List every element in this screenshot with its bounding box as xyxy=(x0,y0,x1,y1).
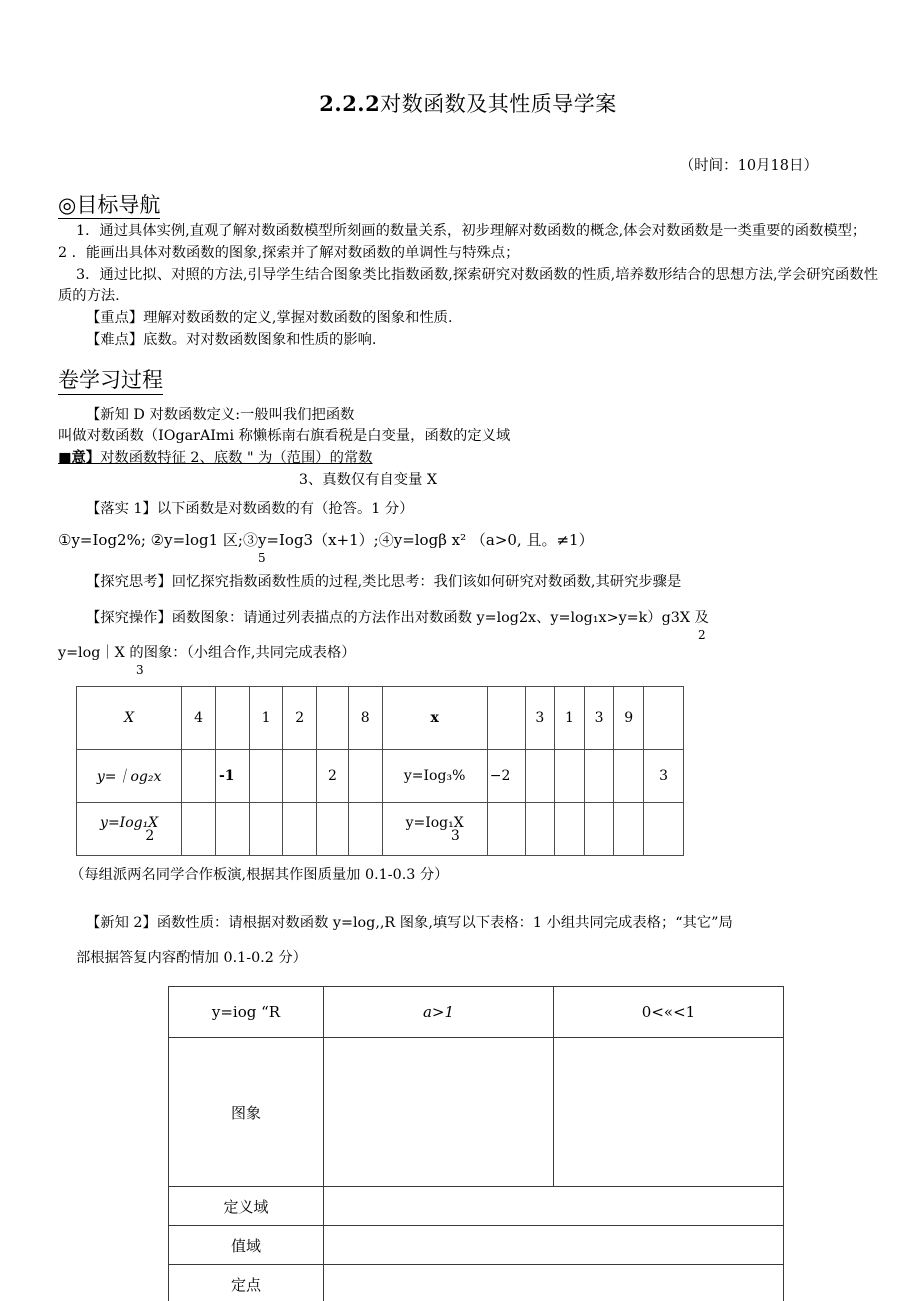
row-label-loghalf xyxy=(77,803,182,856)
cell[interactable]: 2 xyxy=(317,750,349,803)
practice-1-options xyxy=(58,529,878,552)
row-label-log3-mid: y=Iog₃% xyxy=(382,750,487,803)
goals-heading-wrap xyxy=(58,185,878,221)
cell[interactable] xyxy=(584,750,614,803)
properties-header-agt1: a>1 xyxy=(324,987,554,1038)
values-table xyxy=(76,686,684,856)
cell[interactable] xyxy=(283,803,317,856)
table-row xyxy=(77,750,684,803)
cell[interactable] xyxy=(182,750,216,803)
new-knowledge-1-line-2: 叫做对数函数（IOgarAImi 称懒栎南右旗看税是白变量，函数的定义域 xyxy=(58,428,511,445)
explore-operate-text-1: 函数图象：请通过列表描点的方法作出对数函数 y=log2x、y=log₁x>y=k）g3X 及 xyxy=(171,609,709,626)
row-label-logthird-mid xyxy=(382,803,487,856)
explore-operate-line-2-subscript: 3 xyxy=(136,663,144,678)
cell[interactable] xyxy=(215,687,249,750)
board-note: （每组派两名同学合作板演,根据其作图质量加 0.1-0.3 分） xyxy=(70,867,449,884)
table-row xyxy=(169,1226,784,1265)
goal-item-3: 3．通过比拟、对照的方法,引导学生结合图象类比指数函数,探索研究对数函数的性质,培养数形结合的思想方法,学会研究函数性质的方法. xyxy=(58,266,878,305)
row-label-loghalf-sub: 2 xyxy=(145,828,155,845)
row-label-logthird-sub: 3 xyxy=(450,828,460,845)
practice-1-text: 以下函数是对数函数的有（抢答。1 分） xyxy=(156,501,414,518)
properties-row-label-range: 值域 xyxy=(169,1226,324,1265)
properties-row-label-fixedpoint: 定点 xyxy=(169,1265,324,1301)
goals-heading: ◎目标导航 xyxy=(58,193,160,219)
practice-1-options-text: ①y=Iog2%; ②y=log1 区;③y=Iog3（x+1）;④y=logβ x² （a>0, 且。≠1） xyxy=(58,531,594,550)
cell[interactable] xyxy=(644,803,684,856)
properties-row-label-domain: 定义域 xyxy=(169,1187,324,1226)
cell[interactable]: 3 xyxy=(525,687,555,750)
cell[interactable]: -1 xyxy=(215,750,249,803)
cell[interactable] xyxy=(525,803,555,856)
practice-1-option-subscript: 5 xyxy=(258,550,266,565)
explore-operate-superscript: 2 xyxy=(698,628,706,643)
table-row xyxy=(77,687,684,750)
new-knowledge-1-note-label: ■意】 xyxy=(58,450,101,467)
cell[interactable] xyxy=(348,750,382,803)
cell[interactable] xyxy=(555,750,585,803)
cell[interactable]: 1 xyxy=(555,687,585,750)
title-number: 2.2.2 xyxy=(319,91,381,116)
row-label-logthird-text: y=Iog₁X xyxy=(405,815,464,832)
new-knowledge-1-line-4: 3、真数仅有自变量 X xyxy=(298,471,438,488)
cell[interactable] xyxy=(487,687,525,750)
cell[interactable] xyxy=(584,803,614,856)
cell[interactable] xyxy=(317,687,349,750)
properties-header-alt1: 0<«<1 xyxy=(554,987,784,1038)
properties-row-label-graph: 图象 xyxy=(169,1038,324,1187)
cell[interactable]: 1 xyxy=(249,687,283,750)
explore-think-text: 回忆探究指数函数性质的过程,类比思考：我们该如何研究对数函数,其研究步骤是 xyxy=(171,573,682,590)
new-knowledge-1-line-3 xyxy=(58,448,878,470)
cell[interactable] xyxy=(644,687,684,750)
explore-operate-line-2: y=log｜X 的图象：（小组合作,共同完成表格） xyxy=(58,644,356,661)
properties-cell-range[interactable] xyxy=(324,1226,784,1265)
page-title xyxy=(58,88,878,118)
page-content xyxy=(58,0,878,1301)
explore-operate-label: 【探究操作】 xyxy=(86,609,172,626)
cell[interactable] xyxy=(614,803,644,856)
explore-operate-line-1 xyxy=(58,608,878,630)
cell[interactable] xyxy=(215,803,249,856)
date-line: （时间：10月18日） xyxy=(679,158,818,174)
cell[interactable] xyxy=(555,803,585,856)
process-heading: 卷学习过程 xyxy=(58,368,163,394)
key-point: 【重点】理解对数函数的定义,掌握对数函数的图象和性质. xyxy=(86,310,453,327)
properties-header-function: y=iog “R xyxy=(169,987,324,1038)
properties-cell-graph-alt1[interactable] xyxy=(554,1038,784,1187)
table-row xyxy=(77,803,684,856)
cell[interactable] xyxy=(283,750,317,803)
cell[interactable]: 3 xyxy=(644,750,684,803)
new-knowledge-2-line-2: 部根据答复内容酌情加 0.1-0.2 分） xyxy=(76,950,307,967)
properties-cell-graph-agt1[interactable] xyxy=(324,1038,554,1187)
goal-item-1: 1．通过具体实例,直观了解对数函数模型所刻画的数量关系，初步理解对数函数的概念,体会对数函数是一类重要的函数模型； xyxy=(76,223,867,240)
new-knowledge-1-line-1: 【新知 D 对数函数定义:一般叫我们把函数 xyxy=(86,406,355,423)
practice-1-label: 【落实 1】 xyxy=(86,501,157,518)
cell[interactable]: 2 xyxy=(283,687,317,750)
cell[interactable]: 4 xyxy=(182,687,216,750)
cell[interactable] xyxy=(182,803,216,856)
cell[interactable]: 9 xyxy=(614,687,644,750)
cell[interactable] xyxy=(249,750,283,803)
cell[interactable]: −2 xyxy=(487,750,525,803)
explore-think-line xyxy=(58,572,878,594)
explore-think-label: 【探究思考】 xyxy=(86,573,172,590)
row-label-x: X xyxy=(77,687,182,750)
properties-cell-domain[interactable] xyxy=(324,1187,784,1226)
properties-cell-fixedpoint[interactable] xyxy=(324,1265,784,1301)
cell[interactable]: 8 xyxy=(348,687,382,750)
cell[interactable] xyxy=(614,750,644,803)
row-label-x-mid: x xyxy=(382,687,487,750)
process-heading-wrap xyxy=(58,360,878,396)
cell[interactable]: 3 xyxy=(584,687,614,750)
table-row xyxy=(169,1038,784,1187)
cell[interactable] xyxy=(317,803,349,856)
properties-table xyxy=(168,986,784,1301)
cell[interactable] xyxy=(525,750,555,803)
row-label-loghalf-text: y=Iog₁X xyxy=(100,815,159,832)
difficult-point: 【难点】底数。对对数函数图象和性质的影响. xyxy=(86,331,377,348)
practice-1-line xyxy=(58,499,878,521)
new-knowledge-1-note-text: 对数函数特征 2、底数 " 为（范围）的常数 xyxy=(100,450,373,467)
title-text: 对数函数及其性质导学案 xyxy=(380,92,617,116)
table-row xyxy=(169,1187,784,1226)
new-knowledge-2-line-1: 【新知 2】函数性质：请根据对数函数 y=log,,R 图象,填写以下表格：1 小组共同完成表格；“其它”局 xyxy=(86,914,733,931)
table-row xyxy=(169,987,784,1038)
row-label-log2x: y=｜og₂x xyxy=(77,750,182,803)
table-row xyxy=(169,1265,784,1301)
cell[interactable] xyxy=(348,803,382,856)
cell[interactable] xyxy=(249,803,283,856)
cell[interactable] xyxy=(487,803,525,856)
goal-item-2: 2 ．能画出具体对数函数的图象,探索并了解对数函数的单调性与特殊点； xyxy=(58,244,520,261)
